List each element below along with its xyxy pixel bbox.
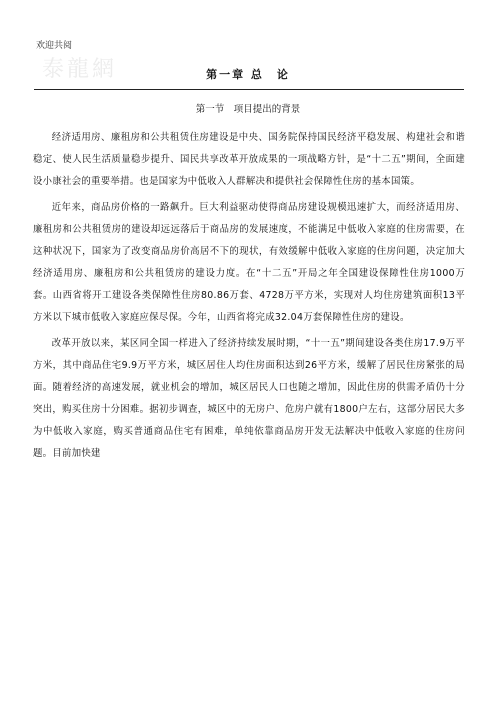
section-title: 第一节 项目提出的背景 <box>195 104 301 115</box>
paragraph-2: 近年来，商品房价格的一路飙升。巨大利益驱动使得商品房建设规模迅速扩大，而经济适用房、廉租房和公共租赁房的建设却远远落后于商品房的发展速度，不能满足中低收入家庭的住房需要，在这种状况下，国家为了改变商品房价高居不下的现状，有效缓解中低收入家庭的住房问题，决定加大经济适用房、廉租房和公共租赁房的建设力度。在“十二五”开局之年全国建设保障性住房1000万套。山西省将开工建设各类保障性住房80.86万套、4728万平方米，实现对人均住房建筑面积13平方米以下城市低收入家庭应保尽保。今年，山西省将完成32.04万套保障性住房的建设。 <box>33 202 465 323</box>
header-note: 欢迎共阅 <box>36 41 73 51</box>
paragraph-3: 改革开放以来，某区同全国一样进入了经济持续发展时期，“十一五”期间建设各类住房17.9万平方米，其中商品住宅9.9万平方米，城区居住人均住房面积达到26平方米，缓解了居民住房紧张的局面。随着经济的高速发展，就业机会的增加，城区居民人口也随之增加，因此住房的供需矛盾仍十分突出，购买住房十分困难。据初步调查，城区中的无房户、危房户就有1800户左右，这部分居民大多为中低收入家庭，购买普通商品住宅有困难，单纯依靠商品房开发无法解决中低收入家庭的住房问题。目前加快建 <box>33 338 465 459</box>
watermark-logo: 泰龍網 <box>42 57 118 82</box>
paragraph-1: 经济适用房、廉租房和公共租赁住房建设是中央、国务院保持国民经济平稳发展、构建社会和谐稳定、使人民生活质量稳步提升、国民共享改革开放成果的一项战略方针，是“十二五”期间，全面建设小康社会的重要举措。也是国家为中低收入人群解决和提供社会保障性住房的基本国策。 <box>33 132 465 187</box>
title-divider <box>34 89 464 90</box>
chapter-title: 第一章 总 论 <box>206 68 290 81</box>
body-text <box>33 127 465 469</box>
